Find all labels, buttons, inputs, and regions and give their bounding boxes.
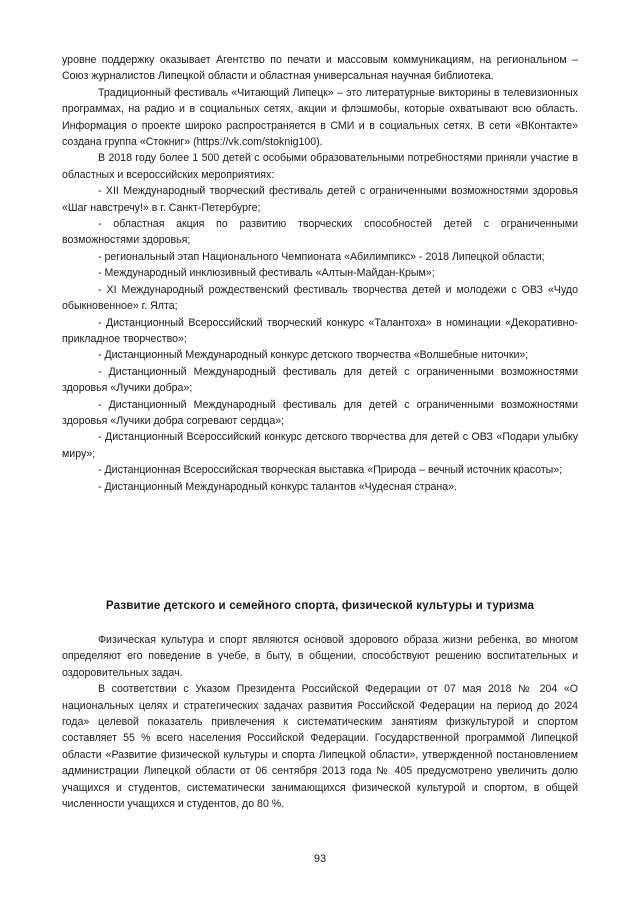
section-heading: Развитие детского и семейного спорта, физической культуры и туризма (105, 599, 535, 612)
paragraph: В соответствии с Указом Президента Российской Федерации от 07 мая 2018 № 204 «О национальных целях и стратегических задачах развития Российской Федерации на период до 2024 года» целевой показатель привлечения к систематическим занятиям физкультурой и спортом составляет 55 % всего населения Российской Федерации. Государственной программой Липецкой области «Развитие физической культуры и спорта Липецкой области», утвержденной постановлением администрации Липецкой области от 06 сентября 2013 года № 405 предусмотрено увеличить долю учащихся и студентов, систематически занимающихся физической культурой и спортом, в общей численности учащихся и студентов, до 80 %. (62, 683, 578, 811)
paragraph: - Дистанционный Международный конкурс детского творчества «Волшебные ниточки»; (98, 349, 529, 362)
paragraph: - Международный инклюзивный фестиваль «Алтын-Майдан-Крым»; (98, 267, 435, 280)
paragraph: - Дистанционная Всероссийская творческая выставка «Природа – вечный источник красоты»; (98, 464, 563, 477)
paragraph: - XI Международный рождественский фестиваль творчества детей и молодежи с ОВЗ «Чудо обыкновенное» г. Ялта; (62, 283, 578, 313)
text-block-sport (62, 632, 578, 812)
paragraph: - Дистанционный Всероссийский творческий конкурс «Талантоха» в номинации «Декоративно-прикладное творчество»; (62, 316, 578, 345)
paragraph: - региональный этап Национального Чемпионата «Абилимпикс» - 2018 Липецкой области; (98, 250, 545, 263)
paragraph: Традиционный фестиваль «Читающий Липецк» – это литературные викторины в телевизионных программах, на радио и в социальных сетях, акции и флэшмобы, которые охватывают всю область. Информация о проекте широко распространяется в СМИ и в социальных сетях. В сети «ВКонтакте» создана группа «Стокниг» (https://vk.com/stoknig100). (62, 86, 578, 149)
paragraph: уровне поддержку оказывает Агентство по печати и массовым коммуникациям, на региональном – Союз журналистов Липецкой области и областная универсальная научная библиотека. (62, 54, 578, 83)
paragraph: - Дистанционный Всероссийский конкурс детского творчества для детей с ОВЗ «Подари улыбку миру»; (62, 431, 578, 460)
paragraph: Физическая культура и спорт являются основой здорового образа жизни ребенка, во многом определяют его поведение в учебе, в быту, в общении, способствуют решению воспитательных и оздоровительных задач. (62, 634, 578, 679)
paragraph: - XII Международный творческий фестиваль детей с ограниченными возможностями здоровья «Шаг навстречу!» в г. Санкт-Петербурге; (62, 185, 578, 214)
paragraph: - Дистанционный Международный конкурс талантов «Чудесная страна». (98, 480, 457, 493)
paragraph: - областная акция по развитию творческих способностей детей с ограниченными возможностями здоровья; (62, 218, 578, 247)
paragraph: В 2018 году более 1 500 детей с особыми образовательными потребностями приняли участие в областных и всероссийских мероприятиях: (62, 152, 578, 181)
text-block-main (62, 52, 578, 495)
page-number: 93 (313, 853, 327, 865)
paragraph: - Дистанционный Международный фестиваль для детей с ограниченными возможностями здоровья «Лучики добра согревают сердца»; (62, 398, 578, 427)
paragraph: - Дистанционный Международный фестиваль для детей с ограниченными возможностями здоровья «Лучики добра»; (62, 365, 578, 395)
